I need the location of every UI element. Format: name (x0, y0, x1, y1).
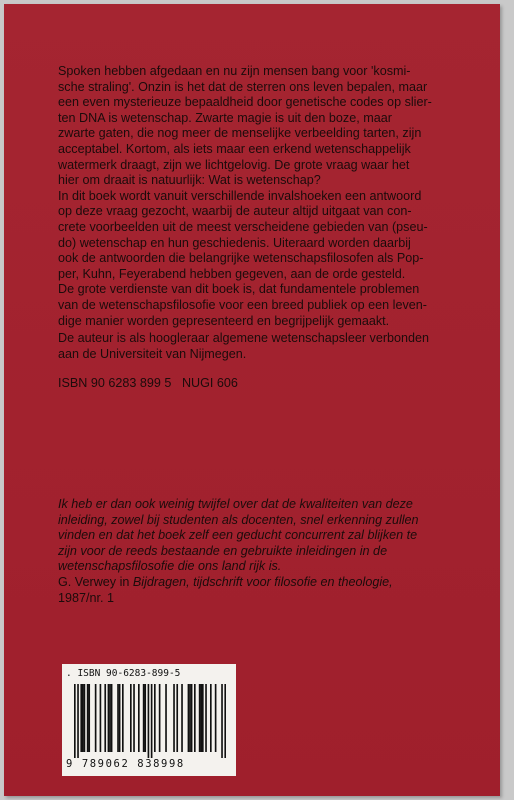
barcode-bar (176, 684, 178, 752)
author-note (58, 331, 466, 362)
blurb-line: acceptabel. Kortom, als iets maar een erkend wetenschappelijk (58, 141, 411, 156)
barcode-bar (109, 684, 111, 752)
blurb-line: hier om draait is natuurlijk: Wat is wetenschap? (58, 173, 321, 188)
book-back-cover (4, 4, 500, 796)
barcode-bar (151, 684, 153, 758)
quote-line: vinden en dat het boek zelf een geducht concurrent zal blijken te (58, 528, 418, 543)
barcode-bar (210, 684, 212, 752)
blurb-line: per, Kuhn, Feyerabend hebben gegeven, aan de orde gesteld. (58, 266, 406, 281)
barcode-bar (130, 684, 132, 752)
quote-attribution (58, 575, 468, 591)
barcode-bar (111, 684, 113, 752)
blurb-text (58, 64, 466, 329)
barcode-bar (104, 684, 106, 752)
barcode-bar (194, 684, 196, 752)
isbn-text: ISBN 90 6283 899 5 (58, 376, 172, 390)
barcode-bar (191, 684, 193, 752)
quote-line: wetenschapsfilosofie die ons land rijk is. (58, 559, 282, 574)
barcode-bar (138, 684, 140, 752)
blurb-line: ten DNA is wetenschap. Zwarte magie is uit den boze, maar (58, 110, 392, 125)
barcode-bar (119, 684, 121, 752)
blurb-line: van de wetenschapsfilosofie voor een breed publiek op een leven- (58, 297, 427, 312)
barcode-bar (188, 684, 190, 752)
barcode-bar (143, 684, 145, 752)
barcode-bar (165, 684, 167, 752)
quote-line: inleiding, zowel bij studenten als docenten, snel erkenning zullen (58, 512, 419, 527)
barcode-bar (199, 684, 201, 752)
blurb-line: op deze vraag gezocht, waarbij de auteur altijd uitgaat van con- (58, 204, 412, 219)
author-line: aan de Universiteit van Nijmegen. (58, 346, 247, 361)
barcode-bar (224, 684, 226, 758)
barcode-bar (200, 684, 202, 752)
barcode-bar (148, 684, 150, 758)
barcode-bar (80, 684, 82, 752)
barcode-bar (133, 684, 135, 752)
isbn-nugi-line (58, 376, 238, 392)
barcode-label (62, 664, 236, 776)
barcode-bar (82, 684, 84, 752)
barcode-bar (215, 684, 217, 752)
barcode-bar (108, 684, 110, 752)
barcode-bar (221, 684, 223, 758)
attribution-prefix: G. Verwey in (58, 574, 133, 589)
blurb-line: sche straling'. Onzin is het dat de sterren ons leven bepalen, maar (58, 79, 428, 94)
blurb-line: dige manier worden gepresenteerd en begrijpelijk gemaakt. (58, 313, 390, 328)
attribution-source: Bijdragen, tijdschrift voor filosofie en theologie, (132, 574, 393, 589)
author-line: De auteur is als hoogleraar algemene wetenschapsleer verbonden (58, 331, 430, 345)
barcode-bar (154, 684, 156, 752)
barcode-bar (100, 684, 102, 752)
nugi-text: NUGI 606 (181, 376, 238, 390)
blurb-line: zwarte gaten, die nog meer de menselijke verbeelding tarten, zijn (58, 126, 422, 141)
barcode-bar (84, 684, 86, 752)
barcode-bar (95, 684, 97, 752)
barcode-bar (88, 684, 90, 752)
attribution-date: 1987/nr. 1 (58, 590, 115, 605)
barcode-bar (144, 684, 146, 752)
barcode-bar (87, 684, 89, 752)
blurb-line: watermerk draagt, zijn we lichtgelovig. De grote vraag waar het (58, 157, 410, 172)
quote-line: zijn voor de reeds bestaande en gebruikte inleidingen in de (58, 543, 388, 558)
blurb-line: do) wetenschap en hun geschiedenis. Uiteraard worden daarbij (58, 235, 411, 250)
barcode-bar (173, 684, 175, 752)
barcode-bar (189, 684, 191, 752)
barcode-bar (77, 684, 79, 758)
review-quote (58, 497, 468, 606)
barcode-bar (74, 684, 76, 758)
blurb-line: ook de antwoorden die belangrijke wetenschapsfilosofen als Pop- (58, 251, 424, 266)
blurb-line: Spoken hebben afgedaan en nu zijn mensen bang voor 'kosmi- (58, 64, 411, 78)
blurb-line: crete voorbeelden uit de meest verscheidene gebieden van (pseu- (58, 219, 428, 234)
barcode-isbn-text: . ISBN 90-6283-899-5 (66, 668, 181, 679)
barcode-bars (74, 684, 226, 758)
barcode-digits: 9 789062 838998 (66, 758, 185, 770)
barcode-bar (181, 684, 183, 752)
blurb-line: De grote verdienste van dit boek is, dat fundamentele problemen (58, 282, 420, 297)
blurb-line: In dit boek wordt vanuit verschillende invalshoeken een antwoord (58, 188, 422, 203)
barcode-bar (122, 684, 124, 752)
barcode-bar (117, 684, 119, 752)
barcode-bar (159, 684, 161, 752)
barcode-bar (205, 684, 207, 752)
quote-line: Ik heb er dan ook weinig twijfel over dat de kwaliteiten van deze (58, 497, 413, 511)
blurb-line: een even mysterieuze bepaaldheid door genetische codes op slier- (58, 95, 432, 110)
barcode-bar (202, 684, 204, 752)
